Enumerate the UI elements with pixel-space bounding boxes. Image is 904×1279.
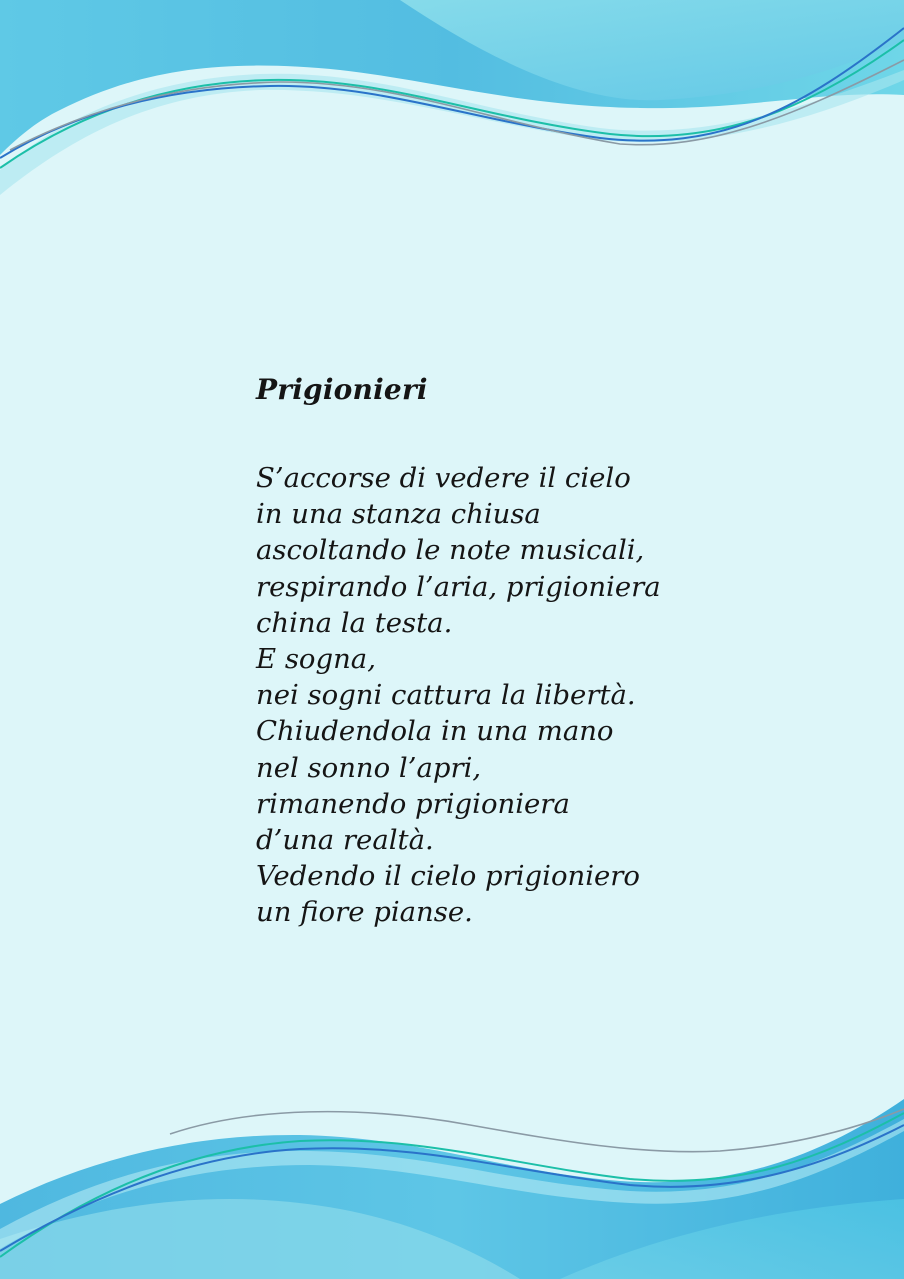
poem-title: Prigionieri [256, 373, 428, 406]
bottom-curve-gray [170, 1109, 904, 1152]
bottom-wave-decoration [0, 1079, 904, 1279]
bottom-curve-blue [0, 1125, 904, 1251]
poem-line: respirando l’aria, prigioniera [256, 570, 661, 603]
top-wave-decoration [0, 0, 904, 200]
top-curve-gray [10, 60, 904, 150]
top-wave-band [0, 70, 904, 195]
bottom-wave-light [560, 1199, 904, 1279]
bottom-wave-highlight [0, 1199, 520, 1279]
poem-line: rimanendo prigioniera [256, 787, 570, 820]
bottom-wave-band [0, 1119, 904, 1249]
top-wave-highlight [400, 0, 904, 100]
poem-line: d’una realtà. [256, 824, 434, 857]
top-curve-teal [0, 40, 904, 168]
poem-line: S’accorse di vedere il cielo [256, 462, 631, 494]
poem-line: Chiudendola in una mano [256, 715, 614, 748]
bottom-wave-shape [0, 1099, 904, 1279]
top-curve-blue [0, 28, 904, 158]
bottom-curve-teal [0, 1113, 904, 1257]
poem-line: nel sonno l’apri, [256, 751, 482, 784]
poem-line: un fiore pianse. [256, 896, 473, 929]
poem-line: ascoltando le note musicali, [256, 534, 645, 567]
poem-lines [256, 460, 816, 931]
poem-line: china la testa. [256, 606, 453, 639]
poem-line: Vedendo il cielo prigioniero [256, 860, 640, 893]
poem-line: in una stanza chiusa [256, 498, 541, 531]
poem [256, 370, 816, 931]
poem-line: nei sogni cattura la libertà. [256, 679, 636, 712]
poem-line: E sogna, [256, 643, 376, 676]
top-wave-shape [0, 0, 904, 155]
